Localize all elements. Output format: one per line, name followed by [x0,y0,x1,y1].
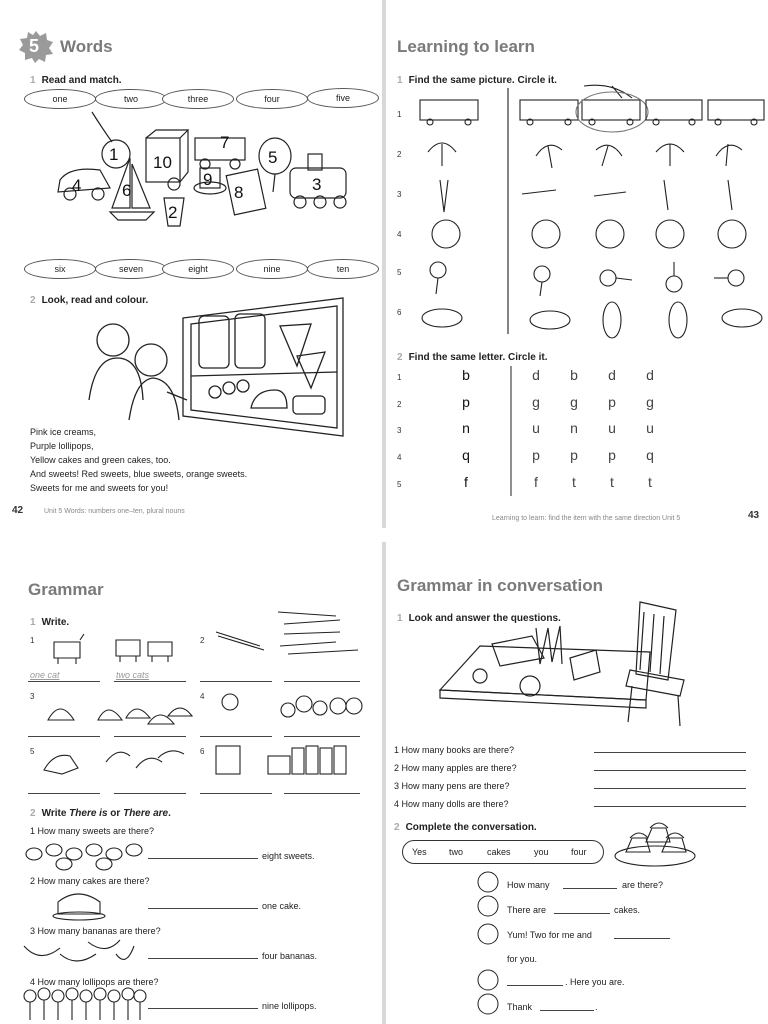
word-oval-five[interactable]: five [307,88,379,108]
picture-row-num: 3 [397,190,402,199]
letter-option[interactable]: g [570,394,578,410]
dialogue-blank[interactable] [507,985,563,986]
shop-window-picture [75,296,343,436]
answer-line[interactable] [148,858,258,859]
letter-option[interactable]: u [532,420,540,436]
book-gutter [382,0,386,1024]
dialogue-line-3a: Yum! Two for me and [507,930,592,940]
task1-heading-p43: 1 Find the same picture. Circle it. [397,75,557,86]
write-line[interactable] [284,793,360,794]
letter-option[interactable]: u [608,420,616,436]
page-title-learning-to-learn: Learning to learn [397,37,535,56]
item-number: 1 [30,636,35,645]
task1-heading-p44: 1 Write. [30,617,70,628]
dialogue-line-4a: for you. [507,954,538,964]
dialogue-blank[interactable] [540,1010,594,1011]
answer-one-cat: one cat [30,670,60,680]
write-line[interactable] [28,793,100,794]
question-dolls: 4 How many dolls are there? [394,799,509,809]
svg-text:6: 6 [122,181,132,200]
unit-badge-number: 5 [29,36,40,56]
wordbox-cakes[interactable]: cakes [487,847,511,857]
letter-option[interactable]: d [608,367,616,383]
target-letter: p [462,394,470,410]
target-letter: q [462,447,470,463]
svg-text:4: 4 [72,176,82,195]
task2-heading: 2 Look, read and colour. [30,295,149,306]
task2-heading-p45: 2 Complete the conversation. [394,822,537,833]
dialogue-line-5b: . Here you are. [565,977,625,987]
word-oval-one[interactable]: one [24,89,96,109]
poem-text: Pink ice creams, Purple lollipops, Yellow cakes and green cakes, too. And sweets! Red sweets, blue sweets, orange sweets. Sweets for me and sweets for you! [30,427,248,493]
dialogue-line-6b: . [595,1002,598,1012]
word-oval-two[interactable]: two [95,89,167,109]
footer-page-42: Unit 5 Words: numbers one–ten, plural nouns [44,508,185,515]
letter-option[interactable]: p [532,447,540,463]
picture-row-num: 6 [397,308,402,317]
answer-tail-cakes: one cake. [262,901,302,911]
write-line[interactable] [200,681,272,682]
svg-text:1: 1 [109,145,119,164]
answer-tail-lollipops: nine lollipops. [262,1001,317,1011]
page-title-words: Words [60,37,113,56]
write-line[interactable] [28,736,100,737]
write-line[interactable] [200,736,272,737]
picture-row-num: 2 [397,150,402,159]
word-oval-ten[interactable]: ten [307,259,379,279]
write-plurals-pictures [40,606,365,786]
wordbox-two[interactable]: two [449,847,464,857]
dialogue-line-2a: There are [507,905,547,915]
write-line[interactable] [284,681,360,682]
answer-line[interactable] [594,788,746,789]
svg-text:3: 3 [312,175,322,194]
letter-option[interactable]: g [646,394,654,410]
dialogue-line-1a: How many [507,880,550,890]
word-oval-six[interactable]: six [24,259,96,279]
write-line[interactable] [114,793,186,794]
answer-line[interactable] [594,752,746,753]
desk-with-toys-picture [440,600,700,730]
word-oval-eight[interactable]: eight [162,259,234,279]
picture-row-num: 5 [397,268,402,277]
svg-text:5: 5 [268,148,278,167]
letter-option[interactable]: n [570,420,578,436]
dialogue-line-1b: are there? [622,880,664,890]
wordbox-four[interactable]: four [571,847,587,857]
wordbox-yes[interactable]: Yes [412,847,427,857]
target-letter: b [462,367,470,383]
answer-line[interactable] [594,806,746,807]
cupcakes-plate-picture [612,820,698,870]
svg-text:8: 8 [234,183,244,202]
answer-line[interactable] [148,1008,258,1009]
task1-heading-p45: 1 Look and answer the questions. [397,613,561,624]
answer-line[interactable] [148,958,258,959]
dialogue-line-6a: Thank [507,1002,533,1012]
write-line[interactable] [114,736,186,737]
page-number-42: 42 [12,505,24,516]
picture-row-num: 1 [397,110,402,119]
target-letter: f [464,474,468,490]
letter-option[interactable]: b [570,367,578,383]
item-number: 5 [30,747,35,756]
letter-grid-divider [510,366,512,496]
svg-text:7: 7 [220,133,230,152]
answer-two-cats: two cats [116,670,150,680]
write-line[interactable] [28,681,100,682]
task2-heading-p43: 2 Find the same letter. Circle it. [397,352,548,363]
letter-option[interactable]: f [534,474,538,490]
svg-text:9: 9 [203,170,213,189]
dialogue-line-2b: cakes. [614,905,641,915]
same-picture-grid [412,84,768,340]
wordbox-you[interactable]: you [534,847,549,857]
word-oval-seven[interactable]: seven [95,259,167,279]
answer-line[interactable] [594,770,746,771]
word-oval-four[interactable]: four [236,89,308,109]
letter-option[interactable]: p [608,447,616,463]
item-number: 2 [200,636,205,645]
letter-option[interactable]: q [646,447,654,463]
word-oval-three[interactable]: three [162,89,234,109]
letter-option[interactable]: u [646,420,654,436]
letter-option[interactable]: d [532,367,540,383]
task2-heading-p44: 2 Write There is or There are. [30,808,171,819]
svg-text:10: 10 [153,153,172,172]
answer-line[interactable] [148,908,258,909]
page-title-grammar: Grammar [28,580,104,599]
counting-pictures [20,836,150,1024]
task1-heading: 1 Read and match. [30,75,122,86]
page-separator [0,528,768,542]
target-letter: n [462,420,470,436]
question-pens: 3 How many pens are there? [394,781,510,791]
letter-option[interactable]: t [572,474,576,490]
question-cakes: 2 How many cakes are there? [30,876,150,886]
write-line[interactable] [284,736,360,737]
letter-option[interactable]: p [608,394,616,410]
question-books: 1 How many books are there? [394,745,515,755]
picture-row-num: 4 [397,230,402,239]
letter-option[interactable]: d [646,367,654,383]
question-apples: 2 How many apples are there? [394,763,517,773]
dialogue-blank[interactable] [563,888,617,889]
item-number: 6 [200,747,205,756]
answer-tail-sweets: eight sweets. [262,851,315,861]
letter-option[interactable]: t [648,474,652,490]
question-sweets: 1 How many sweets are there? [30,826,155,836]
answer-tail-bananas: four bananas. [262,951,318,961]
page-title-grammar-in-conversation: Grammar in conversation [397,576,603,595]
children-faces-icon [466,868,506,1024]
item-number: 4 [200,692,205,701]
svg-text:2: 2 [168,203,178,222]
dialogue-blank[interactable] [554,913,610,914]
write-line[interactable] [114,681,186,682]
footer-page-43: Learning to learn: find the item with the same direction Unit 5 [492,515,681,522]
question-lollipops: 4 How many lollipops are there? [30,977,159,987]
letter-option[interactable]: g [532,394,540,410]
write-line[interactable] [200,793,272,794]
letter-option[interactable]: p [570,447,578,463]
item-number: 3 [30,692,35,701]
page-number-43: 43 [748,510,760,521]
toys-number-picture [50,108,360,233]
letter-option[interactable]: t [610,474,614,490]
dialogue-blank[interactable] [614,938,670,939]
word-oval-nine[interactable]: nine [236,259,308,279]
question-bananas: 3 How many bananas are there? [30,926,161,936]
